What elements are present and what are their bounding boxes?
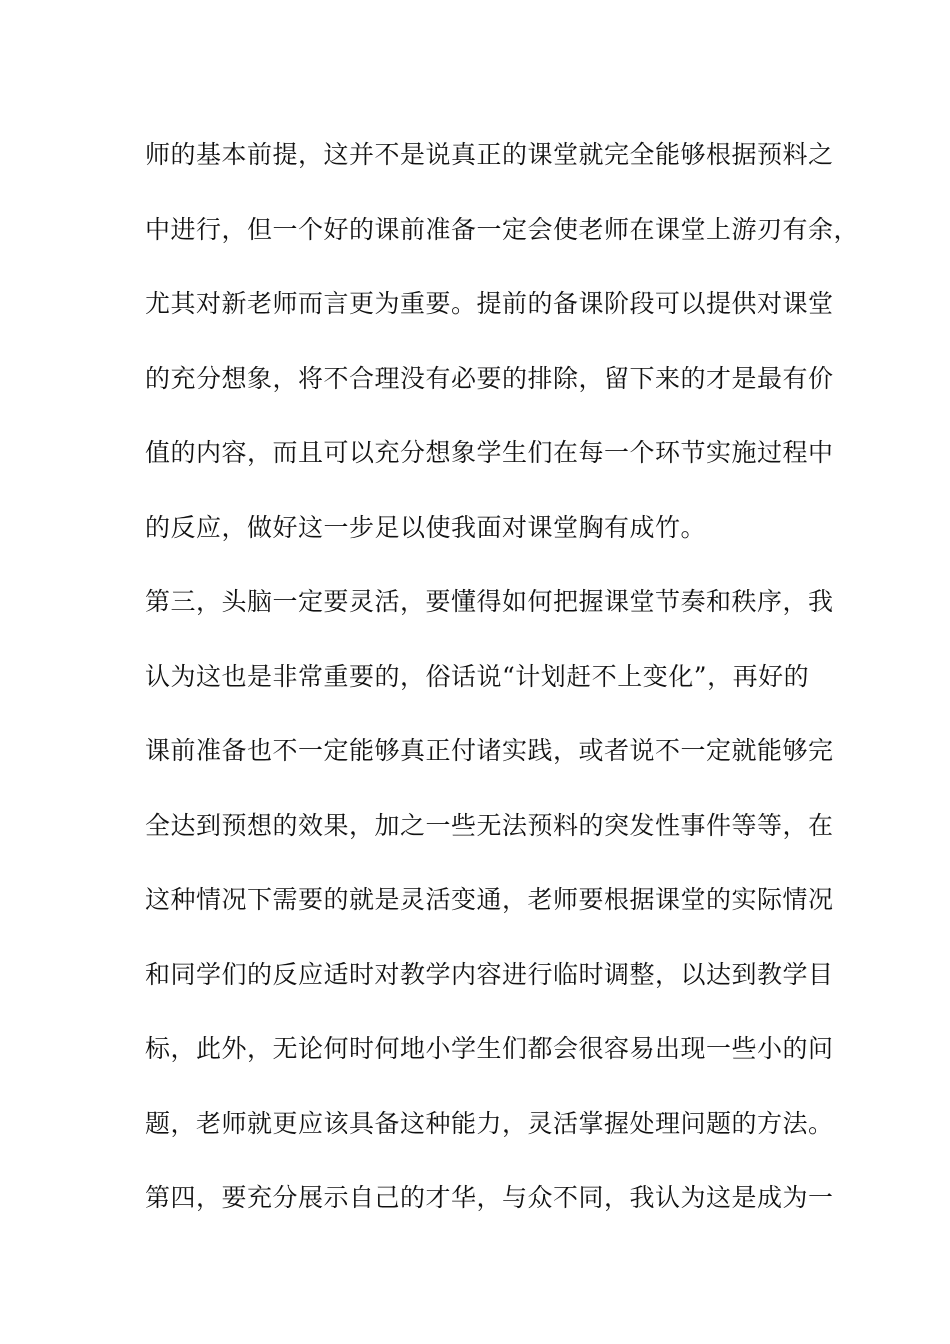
body-text: [145, 130, 860, 1248]
text-line: 和同学们的反应适时对教学内容进行临时调整，以达到教学目: [145, 959, 834, 989]
text-line: 认为这也是非常重要的，俗话说“计划赶不上变化”，再好的: [145, 661, 810, 691]
text-line: 全达到预想的效果，加之一些无法预料的突发性事件等等，在: [145, 810, 834, 840]
text-line: 第三，头脑一定要灵活，要懂得如何把握课堂节奏和秩序，我: [145, 587, 834, 616]
text-line: 中进行，但一个好的课前准备一定会使老师在课堂上游刃有余，: [145, 214, 860, 244]
text-line: 标，此外，无论何时何地小学生们都会很容易出现一些小的问: [145, 1034, 834, 1063]
text-line: 这种情况下需要的就是灵活变通，老师要根据课堂的实际情况: [145, 885, 834, 914]
text-line: 师的基本前提，这并不是说真正的课堂就完全能够根据预料之: [145, 140, 834, 169]
text-line: 第四，要充分展示自己的才华，与众不同，我认为这是成为一: [145, 1183, 834, 1212]
text-line: 题，老师就更应该具备这种能力，灵活掌握处理问题的方法。: [145, 1108, 834, 1138]
text-line: 的反应，做好这一步足以使我面对课堂胸有成竹。: [145, 512, 707, 542]
text-line: 值的内容，而且可以充分想象学生们在每一个环节实施过程中: [145, 438, 834, 467]
text-line: 课前准备也不一定能够真正付诸实践，或者说不一定就能够完: [145, 736, 834, 765]
text-line: 的充分想象，将不合理没有必要的排除，留下来的才是最有价: [145, 363, 834, 393]
text-line: 尤其对新老师而言更为重要。提前的备课阶段可以提供对课堂: [145, 289, 834, 318]
